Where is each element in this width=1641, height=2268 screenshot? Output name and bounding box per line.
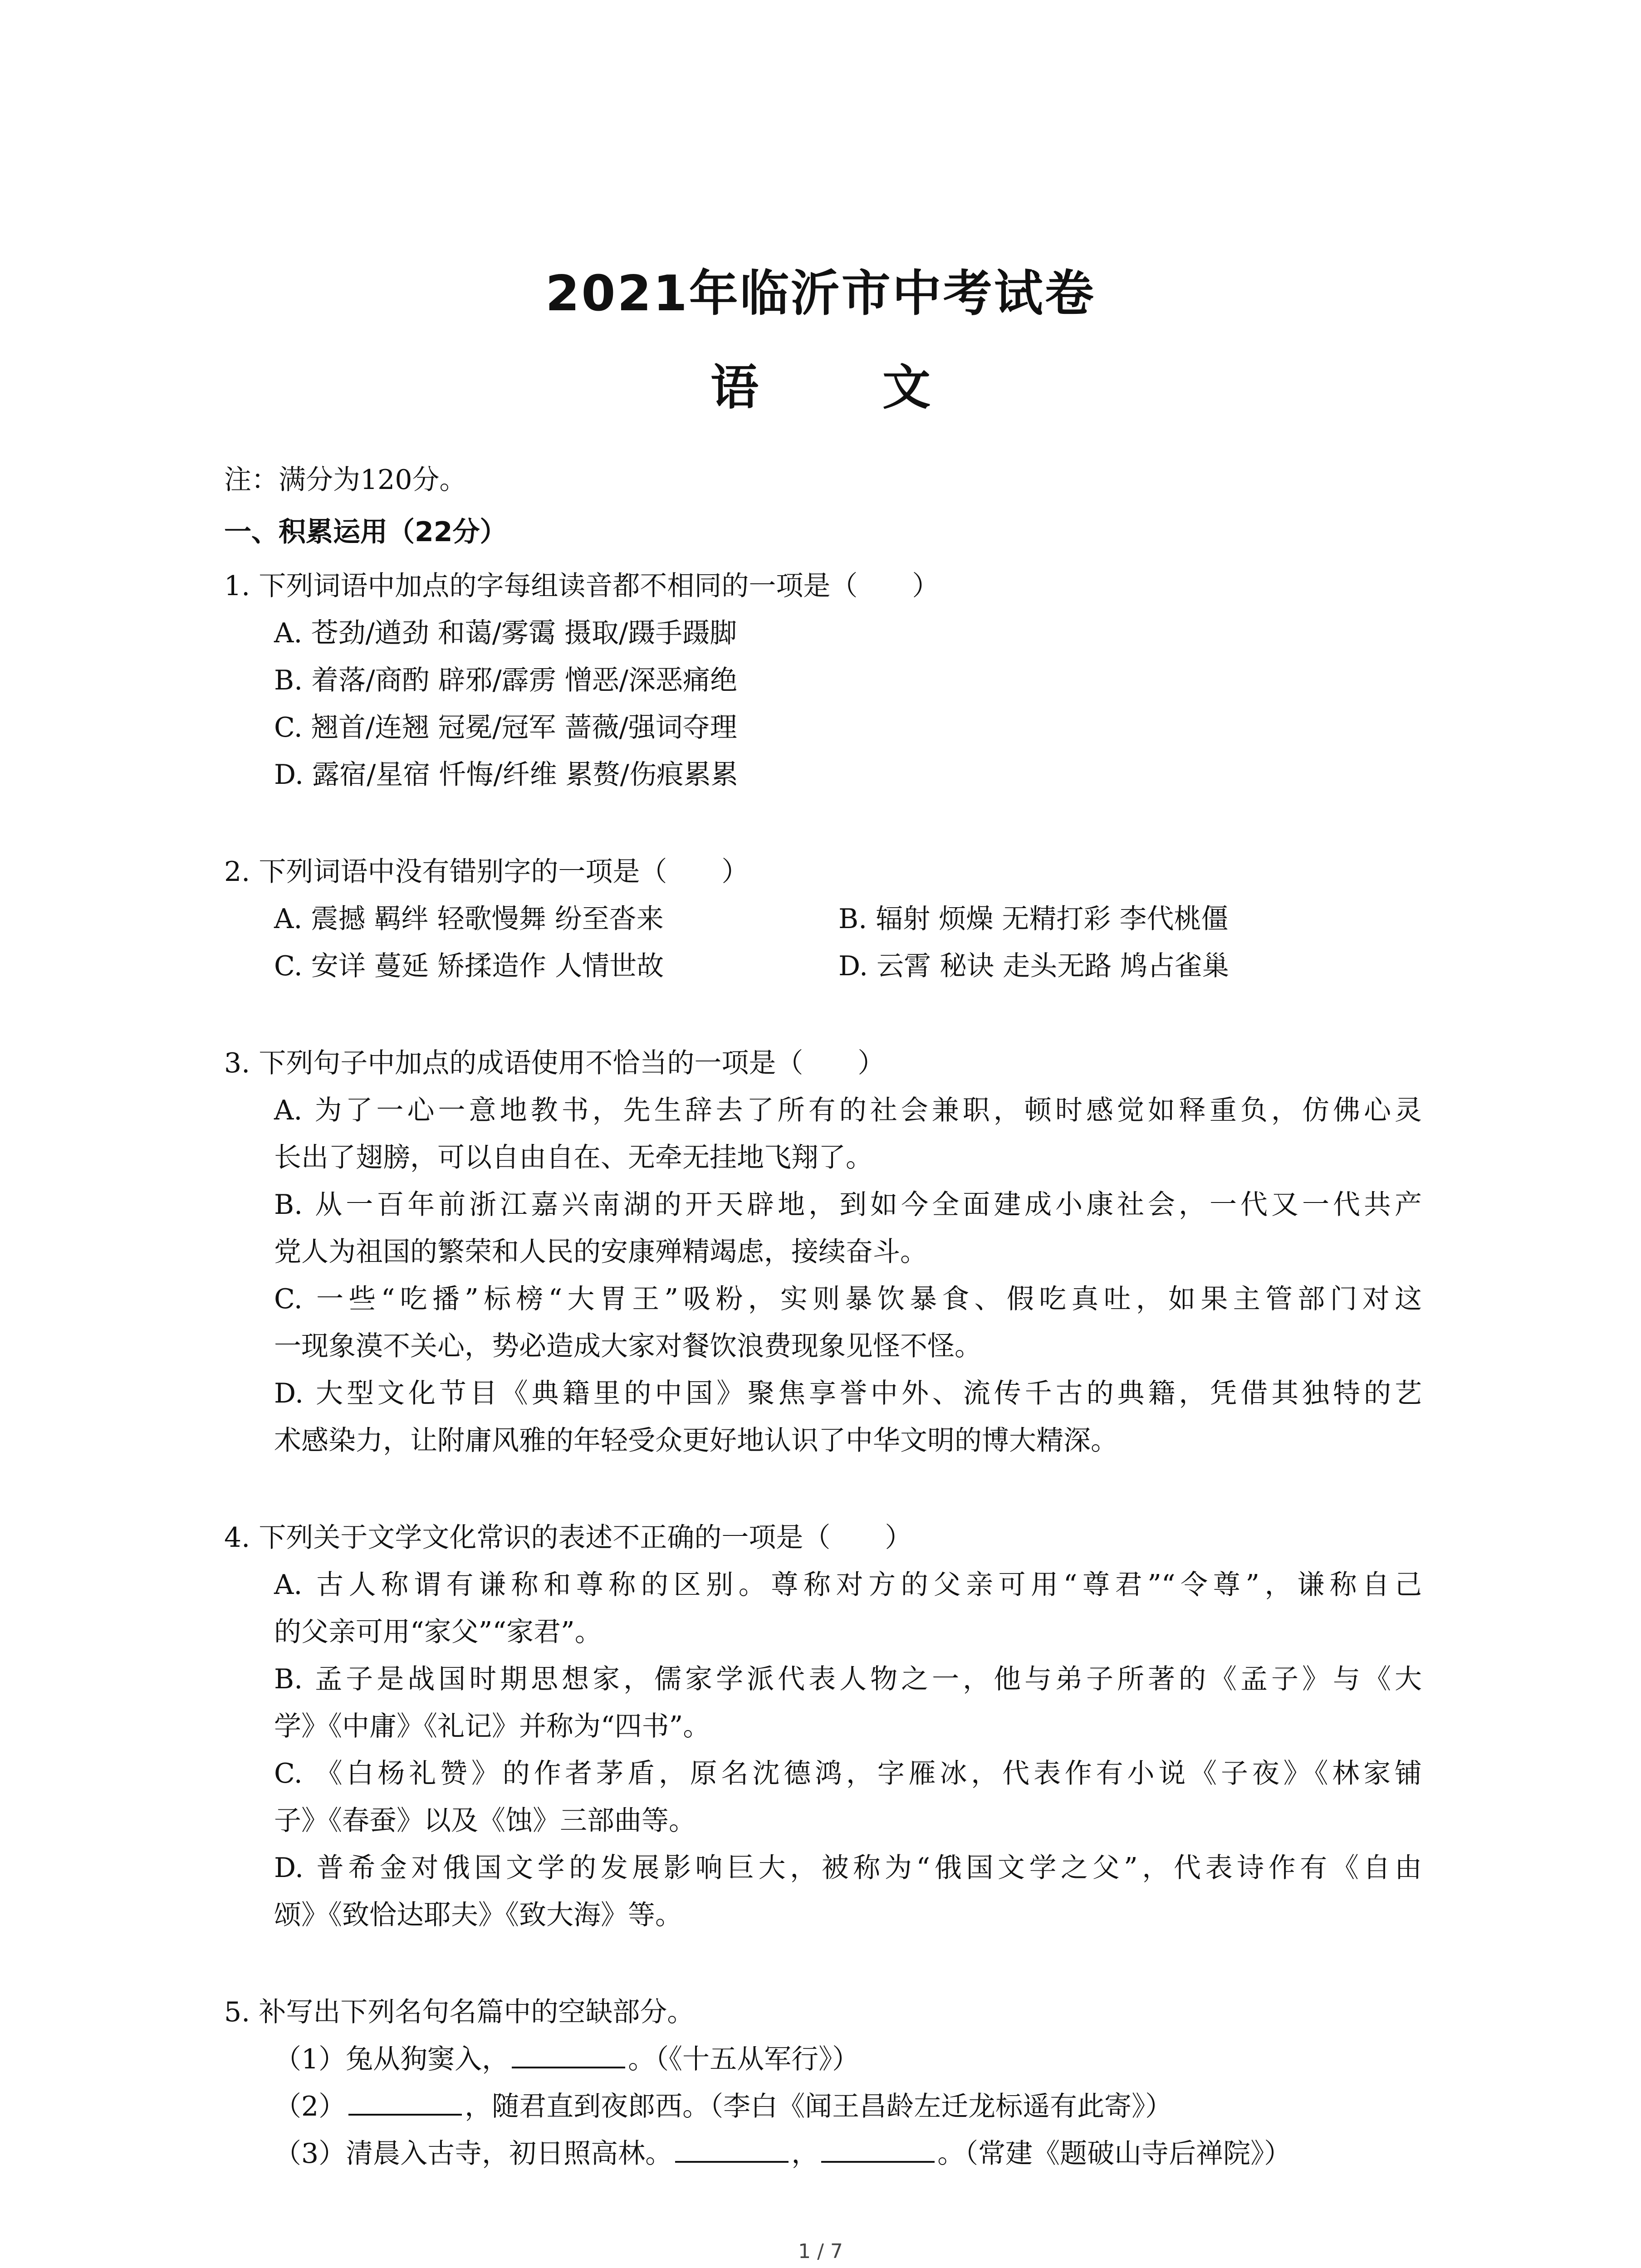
page-number: 1 / 7 [798, 2240, 843, 2263]
question-5-stem: 5. 补写出下列名句名篇中的空缺部分。 [224, 1996, 695, 2028]
fill-item-1 [274, 2036, 859, 2083]
question-2-option-d: D. 云霄 秘诀 走头无路 鸠占雀巢 [838, 950, 1230, 982]
question-3-option-d-line2: 术感染力，让附庸风雅的年轻受众更好地认识了中华文明的博大精深。 [274, 1425, 1118, 1457]
question-3-option-b-line1: B. 从一百年前浙江嘉兴南湖的开天辟地，到如今全面建成小康社会，一代又一代共产 [274, 1189, 1422, 1221]
question-4-option-a-line2: 的父亲可用“家父”“家君”。 [274, 1616, 602, 1648]
question-4-option-c-line1: C. 《白杨礼赞》的作者茅盾，原名沈德鸿，字雁冰，代表作有小说《子夜》《林家铺 [274, 1758, 1422, 1789]
question-2-stem: 2. 下列词语中没有错别字的一项是（ ） [224, 856, 749, 888]
question-1-option-b: B. 着落/商酌 辟邪/霹雳 憎恶/深恶痛绝 [274, 665, 738, 696]
question-2-option-c: C. 安详 蔓延 矫揉造作 人情世故 [274, 950, 664, 982]
question-4-option-c-line2: 子》《春蚕》以及《蚀》三部曲等。 [274, 1805, 696, 1837]
question-2-option-a: A. 震撼 羁绊 轻歌慢舞 纷至沓来 [274, 903, 664, 935]
fill-item-2 [274, 2083, 1172, 2130]
question-4-option-d-line2: 颂》《致恰达耶夫》《致大海》等。 [274, 1899, 682, 1931]
fill-item-3-source: 。（常建《题破山寺后禅院》） [937, 2138, 1292, 2170]
question-1-option-d: D. 露宿/星宿 忏悔/纤维 累赘/伤痕累累 [274, 759, 738, 791]
answer-blank [348, 2089, 462, 2116]
question-1-option-a: A. 苍劲/遒劲 和蔼/雾霭 摄取/蹑手蹑脚 [274, 617, 737, 649]
subject-title: 语 文 [710, 360, 984, 415]
question-4-option-b-line2: 学》《中庸》《礼记》并称为“四书”。 [274, 1711, 710, 1742]
fill-item-3-prefix: （3）清晨入古寺，初日照高林。 [274, 2138, 673, 2170]
question-3-option-c-line1: C. 一些“吃播”标榜“大胃王”吸粉，实则暴饮暴食、假吃真吐，如果主管部门对这 [274, 1283, 1422, 1315]
answer-blank [821, 2136, 935, 2163]
fill-item-3-separator: ， [791, 2138, 819, 2170]
question-4-option-d-line1: D. 普希金对俄国文学的发展影响巨大，被称为“俄国文学之父”，代表诗作有《自由 [274, 1852, 1422, 1884]
fill-item-2-prefix: （2） [274, 2091, 346, 2122]
question-1-option-c: C. 翘首/连翘 冠冕/冠军 蔷薇/强词夺理 [274, 712, 737, 743]
fill-item-1-source: 。（《十五从军行》） [628, 2043, 860, 2075]
exam-title: 2021年临沂市中考试卷 [545, 265, 1096, 322]
question-3-option-c-line2: 一现象漠不关心，势必造成大家对餐饮浪费现象见怪不怪。 [274, 1330, 982, 1362]
fill-item-1-prefix: （1）兔从狗窦入， [274, 2043, 509, 2075]
fill-item-2-source: ，随君直到夜郎西。（李白《闻王昌龄左迁龙标遥有此寄》） [465, 2091, 1173, 2122]
question-3-option-d-line1: D. 大型文化节目《典籍里的中国》聚焦享誉中外、流传千古的典籍，凭借其独特的艺 [274, 1378, 1422, 1409]
answer-blank [675, 2136, 789, 2163]
score-note: 注：满分为120分。 [224, 464, 467, 496]
question-4-option-a-line1: A. 古人称谓有谦称和尊称的区别。尊称对方的父亲可用“尊君”“令尊”，谦称自己 [274, 1569, 1422, 1601]
section-heading: 一、积累运用（22分） [224, 516, 507, 548]
fill-item-3 [274, 2130, 1291, 2177]
question-3-option-b-line2: 党人为祖国的繁荣和人民的安康殚精竭虑，接续奋斗。 [274, 1236, 927, 1268]
question-4-option-b-line1: B. 孟子是战国时期思想家，儒家学派代表人物之一，他与弟子所著的《孟子》与《大 [274, 1663, 1422, 1695]
question-3-stem: 3. 下列句子中加点的成语使用不恰当的一项是（ ） [224, 1047, 885, 1079]
question-3-option-a-line2: 长出了翅膀，可以自由自在、无牵无挂地飞翔了。 [274, 1142, 873, 1173]
answer-blank [512, 2042, 625, 2068]
question-3-option-a-line1: A. 为了一心一意地教书，先生辞去了所有的社会兼职，顿时感觉如释重负，仿佛心灵 [274, 1095, 1422, 1126]
question-2-option-b: B. 辐射 烦燥 无精打彩 李代桃僵 [838, 903, 1229, 935]
question-4-stem: 4. 下列关于文学文化常识的表述不正确的一项是（ ） [224, 1522, 912, 1554]
question-1-stem: 1. 下列词语中加点的字每组读音都不相同的一项是（ ） [224, 570, 940, 602]
